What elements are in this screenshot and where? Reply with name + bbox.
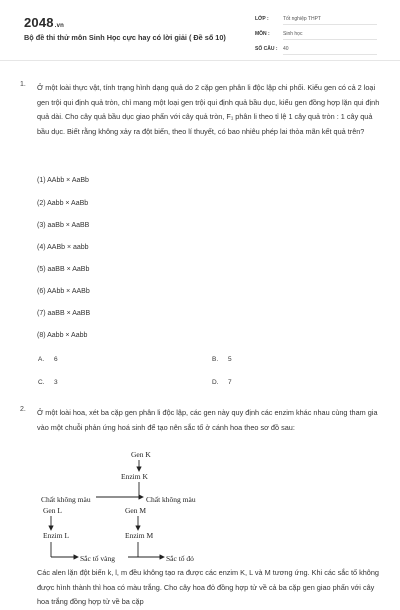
cross-option: (7) aaBB × AaBB [37, 310, 91, 317]
document-title: Bộ đề thi thử môn Sinh Học cực hay có lời giải ( Đề số 10) [24, 33, 226, 42]
cross-option: (3) aaBb × AaBB [37, 222, 90, 229]
question-number: 2. [20, 406, 26, 413]
red-pigment-label: Sắc tố đỏ [166, 554, 194, 563]
yellow-pigment-label: Sắc tố vàng [80, 554, 115, 563]
question-text: Ở một loài hoa, xét ba cặp gen phân li độc lập, các gen này quy định các enzim khác nhau cùng tham gia vào một chuỗi phản ứng hoá sinh để tạo nên sắc tố ở cánh hoa theo sơ đồ sau: [37, 408, 378, 432]
gen-m-label: Gen M [125, 506, 147, 515]
answer-choice-d[interactable]: D. 7 [212, 379, 232, 386]
cross-option: (1) AAbb × AaBb [37, 177, 89, 184]
gen-k-label: Gen K [131, 450, 151, 459]
answer-choice-c[interactable]: C. 3 [38, 379, 58, 386]
meta-value: 40 [283, 46, 377, 55]
answer-choice-b[interactable]: B. 5 [212, 356, 232, 363]
cross-option: (4) AABb × aabb [37, 244, 89, 251]
cross-option: (5) aaBB × AaBb [37, 266, 90, 273]
meta-value: Tốt nghiệp THPT [283, 16, 377, 25]
meta-value: Sinh học [283, 31, 377, 40]
answer-choice-a[interactable]: A. 6 [38, 356, 58, 363]
meta-label: SỐ CÂU : [255, 46, 278, 52]
substrate-label: Chất không màu [41, 495, 91, 504]
intermediate-label: Chất không màu [146, 495, 196, 504]
enzim-m-label: Enzim M [125, 531, 154, 540]
meta-label: MÔN : [255, 31, 270, 37]
question-number: 1. [20, 81, 26, 88]
gen-l-label: Gen L [43, 506, 62, 515]
enzim-k-label: Enzim K [121, 472, 148, 481]
question-text: Ở một loài thực vật, tính trạng hình dạng quả do 2 cặp gen phân li độc lập chi phối. Kiểu gen có cả 2 loại gen trội qui định quả tròn, chỉ mang một loại gen trội qui định quả bầu dục, kiểu gen đồng hợp lặn qui định quả dài. Cho cây quả bầu dục giao phấn với cây quả tròn, F₁ phân li theo tỉ lệ 1 cây quả tròn : 1 cây quả bầu dục. Biết rằng không xảy ra đột biến, theo lí thuyết, có bao nhiêu phép lai thỏa mãn kết quả trên? [37, 83, 380, 136]
question-2-continuation: Các alen lặn đột biến k, l, m đều không tạo ra được các enzim K, L và M tương ứng. Khi các sắc tố không được hình thành thì hoa có màu trắng. Cho cây hoa đỏ đồng hợp tử về cả ba cặp gen giao phấn với cây hoa trắng đồng hợp tử về ba cặp [37, 568, 379, 607]
enzim-l-label: Enzim L [43, 531, 70, 540]
cross-option: (8) Aabb × Aabb [37, 332, 88, 339]
cross-option: (2) Aabb × AaBb [37, 200, 89, 207]
cross-option: (6) AAbb × AABb [37, 288, 90, 295]
site-logo[interactable]: 2048.vn [24, 15, 65, 30]
meta-label: LỚP : [255, 16, 269, 22]
